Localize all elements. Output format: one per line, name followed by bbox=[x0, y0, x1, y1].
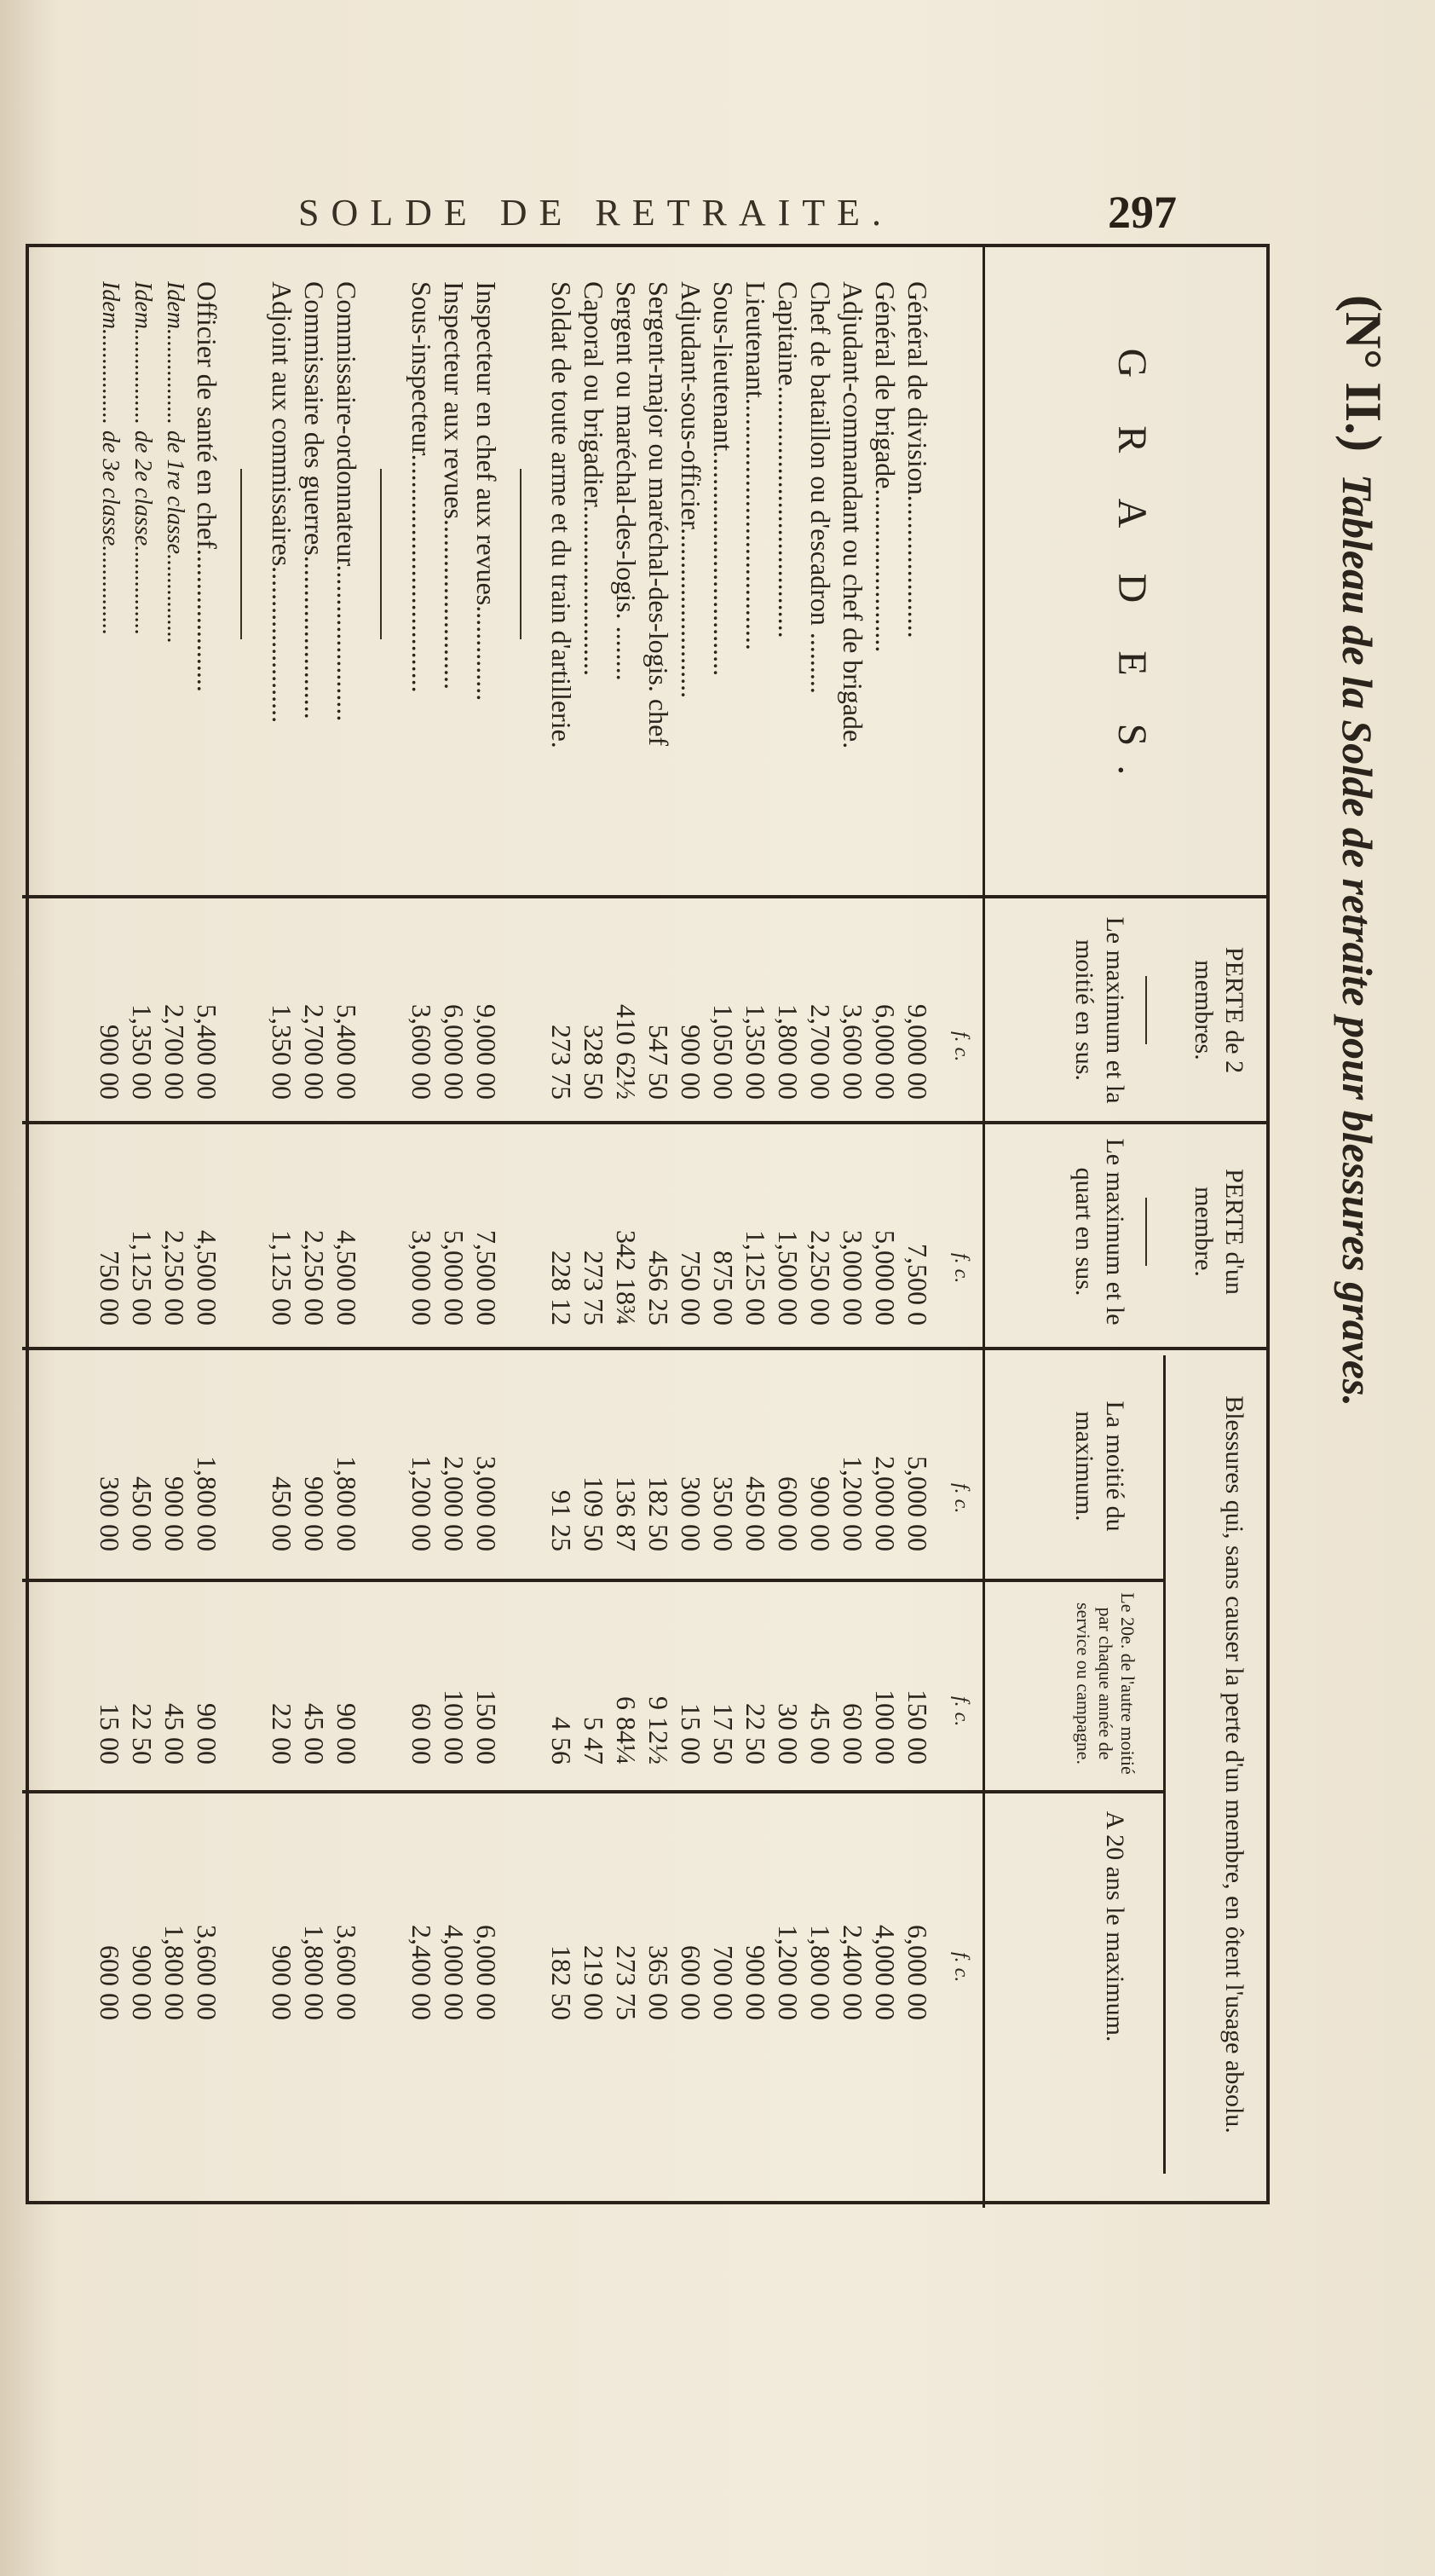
value-cell: 7,500 00 bbox=[471, 1230, 502, 1326]
table-row bbox=[266, 247, 298, 2208]
value-cell: 2,400 00 bbox=[406, 1925, 437, 2020]
perte-deux-rule bbox=[1145, 976, 1147, 1044]
value-cell: 328 50 bbox=[579, 1025, 609, 1100]
value-cell: 4 56 bbox=[546, 1717, 577, 1765]
table-row bbox=[740, 247, 772, 2208]
value-cell: 109 50 bbox=[579, 1476, 609, 1551]
table-number: (N° II.) bbox=[1335, 295, 1392, 452]
value-cell: 1,350 00 bbox=[127, 1004, 158, 1100]
value-cell: 2,000 00 bbox=[439, 1456, 470, 1551]
value-cell: 5,000 00 bbox=[902, 1456, 933, 1551]
grade-cell: Inspecteur en chef aux revues.............. bbox=[471, 281, 502, 702]
table-row bbox=[438, 247, 470, 2208]
value-cell: 300 00 bbox=[95, 1476, 125, 1551]
value-cell: 450 00 bbox=[741, 1476, 771, 1551]
value-cell: 450 00 bbox=[267, 1476, 297, 1551]
value-cell: 1,200 00 bbox=[773, 1925, 804, 2020]
grade-cell: Sergent-major ou maréchal-des-logis. chef bbox=[643, 281, 674, 746]
value-cell: 1,800 00 bbox=[331, 1456, 362, 1551]
value-cell: 600 00 bbox=[95, 1945, 125, 2020]
value-cell: 3,000 00 bbox=[406, 1230, 437, 1326]
value-cell: 60 00 bbox=[838, 1703, 868, 1765]
table-row bbox=[298, 247, 331, 2208]
value-cell: 547 50 bbox=[643, 1025, 674, 1100]
value-cell: 5,000 00 bbox=[439, 1230, 470, 1326]
value-cell: 3,000 00 bbox=[471, 1456, 502, 1551]
units-c3: f. c. bbox=[950, 1483, 972, 1514]
rotated-table bbox=[26, 244, 1392, 2204]
value-cell: 100 00 bbox=[439, 1689, 470, 1765]
value-cell: 750 00 bbox=[676, 1250, 706, 1326]
value-cell: 136 87 bbox=[611, 1476, 642, 1551]
grade-cell: Adjudant-sous-officier......................... bbox=[676, 281, 706, 699]
grade-cell: Sous-lieutenant................................. bbox=[708, 281, 739, 677]
value-cell: 1,200 00 bbox=[838, 1456, 868, 1551]
page-number: 297 bbox=[1108, 187, 1177, 238]
table-row bbox=[578, 247, 610, 2208]
value-cell: 1,800 00 bbox=[805, 1925, 836, 2020]
grade-cell: Commissaire des guerres........................ bbox=[299, 281, 330, 719]
table-frame bbox=[26, 244, 1270, 2204]
value-cell: 91 25 bbox=[546, 1490, 577, 1551]
value-cell: 2,250 00 bbox=[299, 1230, 330, 1326]
value-cell: 700 00 bbox=[708, 1945, 739, 2020]
grade-cell: Sergent ou maréchal-des-logis. ........ bbox=[611, 281, 642, 681]
table-row bbox=[94, 247, 126, 2208]
table-row bbox=[869, 247, 902, 2208]
value-cell: 1,050 00 bbox=[708, 1004, 739, 1100]
value-cell: 2,250 00 bbox=[805, 1230, 836, 1326]
vingtieme-header: Le 20e. de l'autre moitié par chaque année de service ou campagne. bbox=[1073, 1592, 1138, 1775]
units-c1: f. c. bbox=[950, 1031, 972, 1062]
value-cell: 182 50 bbox=[546, 1945, 577, 2020]
value-cell: 100 00 bbox=[870, 1689, 901, 1765]
value-cell: 4,000 00 bbox=[870, 1925, 901, 2020]
value-cell: 1,350 00 bbox=[267, 1004, 297, 1100]
group-separator bbox=[380, 469, 382, 639]
value-cell: 30 00 bbox=[773, 1703, 804, 1765]
perte-deux-header bbox=[1070, 904, 1249, 1117]
value-cell: 7,500 0 bbox=[902, 1244, 933, 1326]
group-separator bbox=[520, 469, 522, 639]
value-cell: 1,800 00 bbox=[773, 1004, 804, 1100]
table-row bbox=[772, 247, 804, 2208]
value-cell: 2,700 00 bbox=[159, 1004, 190, 1100]
table-title: Tableau de la Solde de retraite pour blessures graves. bbox=[1334, 474, 1381, 1406]
value-cell: 3,600 00 bbox=[192, 1925, 222, 2020]
value-cell: 2,700 00 bbox=[805, 1004, 836, 1100]
value-cell: 150 00 bbox=[471, 1689, 502, 1765]
value-cell: 5,400 00 bbox=[331, 1004, 362, 1100]
table-row bbox=[804, 247, 837, 2208]
grade-cell: Général de division..................... bbox=[902, 281, 933, 638]
table-row bbox=[158, 247, 191, 2208]
grade-cell: Adjoint aux commissaires....................... bbox=[267, 281, 297, 724]
grade-cell: Idem................ de 2e classe............... bbox=[130, 281, 156, 636]
value-cell: 9 12½ bbox=[643, 1696, 674, 1765]
grade-cell: Inspecteur aux revues......................... bbox=[439, 281, 470, 690]
value-cell: 4,500 00 bbox=[331, 1230, 362, 1326]
value-cell: 900 00 bbox=[805, 1476, 836, 1551]
value-cell: 22 50 bbox=[127, 1703, 158, 1765]
table-row bbox=[902, 247, 934, 2208]
perte-un-rule bbox=[1145, 1198, 1147, 1266]
value-cell: 22 50 bbox=[741, 1703, 771, 1765]
grade-cell: Chef de bataillon ou d'escadron ......... bbox=[805, 281, 836, 694]
value-cell: 350 00 bbox=[708, 1476, 739, 1551]
blessures-rule bbox=[1163, 1355, 1166, 2174]
value-cell: 900 00 bbox=[267, 1945, 297, 2020]
table-row bbox=[406, 247, 438, 2208]
value-cell: 365 00 bbox=[643, 1945, 674, 2020]
header-bottom-rule bbox=[983, 247, 985, 2208]
units-c4: f. c. bbox=[950, 1696, 972, 1727]
value-cell: 3,600 00 bbox=[406, 1004, 437, 1100]
running-head bbox=[298, 186, 1236, 237]
grade-cell: Sous-inspecteur................................... bbox=[406, 281, 437, 693]
grade-cell: Lieutenant..................................... bbox=[741, 281, 771, 650]
value-cell: 1,800 00 bbox=[299, 1925, 330, 2020]
value-cell: 600 00 bbox=[676, 1945, 706, 2020]
grade-cell: Caporal ou brigadier......................... bbox=[579, 281, 609, 677]
value-cell: 17 50 bbox=[708, 1703, 739, 1765]
value-cell: 219 00 bbox=[579, 1945, 609, 2020]
value-cell: 900 00 bbox=[95, 1025, 125, 1100]
value-cell: 228 12 bbox=[546, 1250, 577, 1326]
vingt-ans-header: A 20 ans le maximum. bbox=[1101, 1811, 1129, 2042]
value-cell: 1,125 00 bbox=[741, 1230, 771, 1326]
value-cell: 45 00 bbox=[299, 1703, 330, 1765]
value-cell: 875 00 bbox=[708, 1250, 739, 1326]
value-cell: 4,000 00 bbox=[439, 1925, 470, 2020]
grade-cell: Idem................ de 3e classe............... bbox=[97, 281, 124, 636]
grade-cell: Général de brigade........................ bbox=[870, 281, 901, 653]
value-cell: 6 84¼ bbox=[611, 1696, 642, 1765]
perte-deux-title: PERTE de 2 membres. bbox=[1190, 946, 1248, 1074]
table-row bbox=[610, 247, 643, 2208]
grade-cell: Commissaire-ordonnateur....................... bbox=[331, 281, 362, 722]
value-cell: 273 75 bbox=[579, 1250, 609, 1326]
value-cell: 1,200 00 bbox=[406, 1456, 437, 1551]
value-cell: 1,500 00 bbox=[773, 1230, 804, 1326]
value-cell: 900 00 bbox=[676, 1025, 706, 1100]
perte-deux-sub: Le maximum et la moitié en sus. bbox=[1070, 916, 1129, 1104]
value-cell: 456 25 bbox=[643, 1250, 674, 1326]
perte-un-sub: Le maximum et le quart en sus. bbox=[1070, 1138, 1129, 1326]
grade-cell: Capitaine..................................... bbox=[773, 281, 804, 638]
value-cell: 9,000 00 bbox=[471, 1004, 502, 1100]
value-cell: 22 00 bbox=[267, 1703, 297, 1765]
perte-un-title: PERTE d'un membre. bbox=[1190, 1169, 1248, 1295]
value-cell: 182 50 bbox=[643, 1476, 674, 1551]
value-cell: 273 75 bbox=[611, 1945, 642, 2020]
value-cell: 150 00 bbox=[902, 1689, 933, 1765]
units-c2: f. c. bbox=[950, 1253, 972, 1284]
value-cell: 1,350 00 bbox=[741, 1004, 771, 1100]
value-cell: 410 62½ bbox=[611, 1004, 642, 1100]
moitie-header: La moitié du maximum. bbox=[1070, 1401, 1129, 1532]
units-c5: f. c. bbox=[950, 1952, 972, 1983]
value-cell: 2,000 00 bbox=[870, 1456, 901, 1551]
value-cell: 1,125 00 bbox=[127, 1230, 158, 1326]
table-row bbox=[331, 247, 363, 2208]
value-cell: 6,000 00 bbox=[439, 1004, 470, 1100]
value-cell: 1,800 00 bbox=[159, 1925, 190, 2020]
value-cell: 300 00 bbox=[676, 1476, 706, 1551]
value-cell: 6,000 00 bbox=[471, 1925, 502, 2020]
value-cell: 60 00 bbox=[406, 1703, 437, 1765]
value-cell: 90 00 bbox=[192, 1703, 222, 1765]
value-cell: 900 00 bbox=[127, 1945, 158, 2020]
value-cell: 90 00 bbox=[331, 1703, 362, 1765]
value-cell: 273 75 bbox=[546, 1025, 577, 1100]
grade-cell: Idem................ de 1re classe............... bbox=[162, 281, 188, 644]
value-cell: 750 00 bbox=[95, 1250, 125, 1326]
grades-header bbox=[968, 247, 1266, 895]
value-cell: 2,700 00 bbox=[299, 1004, 330, 1100]
perte-un-header bbox=[1070, 1125, 1249, 1338]
value-cell: 600 00 bbox=[773, 1476, 804, 1551]
table-row bbox=[191, 247, 223, 2208]
value-cell: 900 00 bbox=[741, 1945, 771, 2020]
value-cell: 900 00 bbox=[159, 1476, 190, 1551]
table-caption bbox=[1278, 295, 1398, 2170]
running-head-title: SOLDE DE RETRAITE. bbox=[298, 192, 894, 234]
blessures-header: Blessures qui, sans causer la perte d'un membre, en ôtent l'usage absolu. bbox=[1220, 1395, 1248, 2134]
value-cell: 45 00 bbox=[159, 1703, 190, 1765]
grade-cell: Adjudant-commandant ou chef de brigade. bbox=[838, 281, 868, 749]
table-row bbox=[675, 247, 707, 2208]
table-row bbox=[545, 247, 578, 2208]
value-cell: 1,125 00 bbox=[267, 1230, 297, 1326]
grade-cell: Soldat de toute arme et du train d'artillerie. bbox=[546, 281, 577, 748]
value-cell: 2,250 00 bbox=[159, 1230, 190, 1326]
value-cell: 5 47 bbox=[579, 1717, 609, 1765]
value-cell: 15 00 bbox=[676, 1703, 706, 1765]
value-cell: 9,000 00 bbox=[902, 1004, 933, 1100]
table-row bbox=[837, 247, 869, 2208]
value-cell: 3,600 00 bbox=[838, 1004, 868, 1100]
value-cell: 450 00 bbox=[127, 1476, 158, 1551]
grades-header-label: G R A D E S. bbox=[1109, 348, 1155, 794]
value-cell: 15 00 bbox=[95, 1703, 125, 1765]
value-cell: 3,600 00 bbox=[331, 1925, 362, 2020]
value-cell: 45 00 bbox=[805, 1703, 836, 1765]
value-cell: 900 00 bbox=[299, 1476, 330, 1551]
value-cell: 2,400 00 bbox=[838, 1925, 868, 2020]
table-row bbox=[470, 247, 503, 2208]
group-separator bbox=[240, 469, 242, 639]
value-cell: 5,400 00 bbox=[192, 1004, 222, 1100]
value-cell: 342 18¾ bbox=[611, 1230, 642, 1326]
grade-cell: Officier de santé en chef..................... bbox=[192, 281, 222, 692]
table-row bbox=[707, 247, 740, 2208]
value-cell: 4,500 00 bbox=[192, 1230, 222, 1326]
value-cell: 6,000 00 bbox=[902, 1925, 933, 2020]
value-cell: 6,000 00 bbox=[870, 1004, 901, 1100]
table-row bbox=[643, 247, 675, 2208]
value-cell: 3,000 00 bbox=[838, 1230, 868, 1326]
value-cell: 5,000 00 bbox=[870, 1230, 901, 1326]
table-row bbox=[126, 247, 158, 2208]
value-cell: 1,800 00 bbox=[192, 1456, 222, 1551]
